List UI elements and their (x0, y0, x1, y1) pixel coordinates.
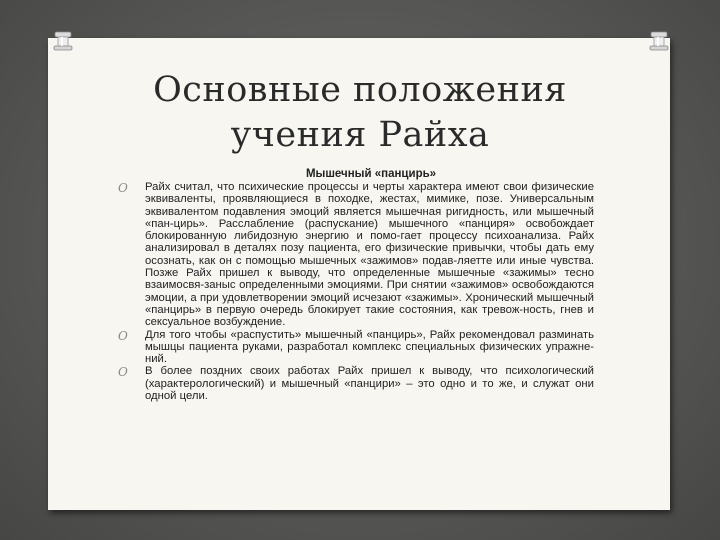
bullet-marker-icon: O (118, 365, 128, 380)
bullet-item (118, 329, 594, 366)
bullet-item (118, 365, 594, 402)
bullet-text: Для того чтобы «распустить» мышечный «панцирь», Райх рекомендовал разминать мышцы пациента руками, разработал комплекс специальных физических упражне-ний. (145, 328, 594, 366)
bullet-text: Райх считал, что психические процессы и черты характера имеют свои физические эквиваленты, проявляющиеся в походке, жестах, мимике, позе. Универсальным эквивалентом подавления эмоций является мышечная ригидность, или мышечный «пан-цирь». Расслабление (распускание) мышечного «панциря» освобождает блокированную либидозную энергию и помо-гает процессу психоанализа. Райх анализировал в деталях позу пациента, его физические привычки, чтобы дать ему осознать, как он с помощью мышечных «зажимов» подав-ляетте или иные чувства. Позже Райх пришел к выводу, что определенные мышечные «зажимы» тесно взаимосвя-заныс определенными эмоциями. При снятии «зажимов» освобождаются эмоции, а при удовлетворении эмоций исчезают «зажимы». Хронический мышечный «панцирь» в первую очередь блокирует такие состояния, как тревож-ность, гнев и сексуальное возбуждение. (145, 181, 594, 329)
bullet-list (118, 181, 594, 402)
slide-title (90, 68, 630, 158)
pushpin-icon (648, 30, 670, 56)
title-line-1: Основные положения (153, 70, 567, 110)
bullet-marker-icon: O (118, 181, 128, 195)
pushpin-icon (52, 30, 74, 56)
bullet-marker-icon: O (118, 328, 128, 343)
bullet-item (118, 181, 594, 329)
slide-subtitle: Мышечный «панцирь» (305, 168, 437, 180)
title-line-2: учения Райха (230, 115, 490, 155)
bullet-text: В более поздних своих работах Райх пришел к выводу, что психологический (характерологический) и мышечный «панцири» – это одно и то же, и служат они одной цели. (145, 365, 594, 403)
